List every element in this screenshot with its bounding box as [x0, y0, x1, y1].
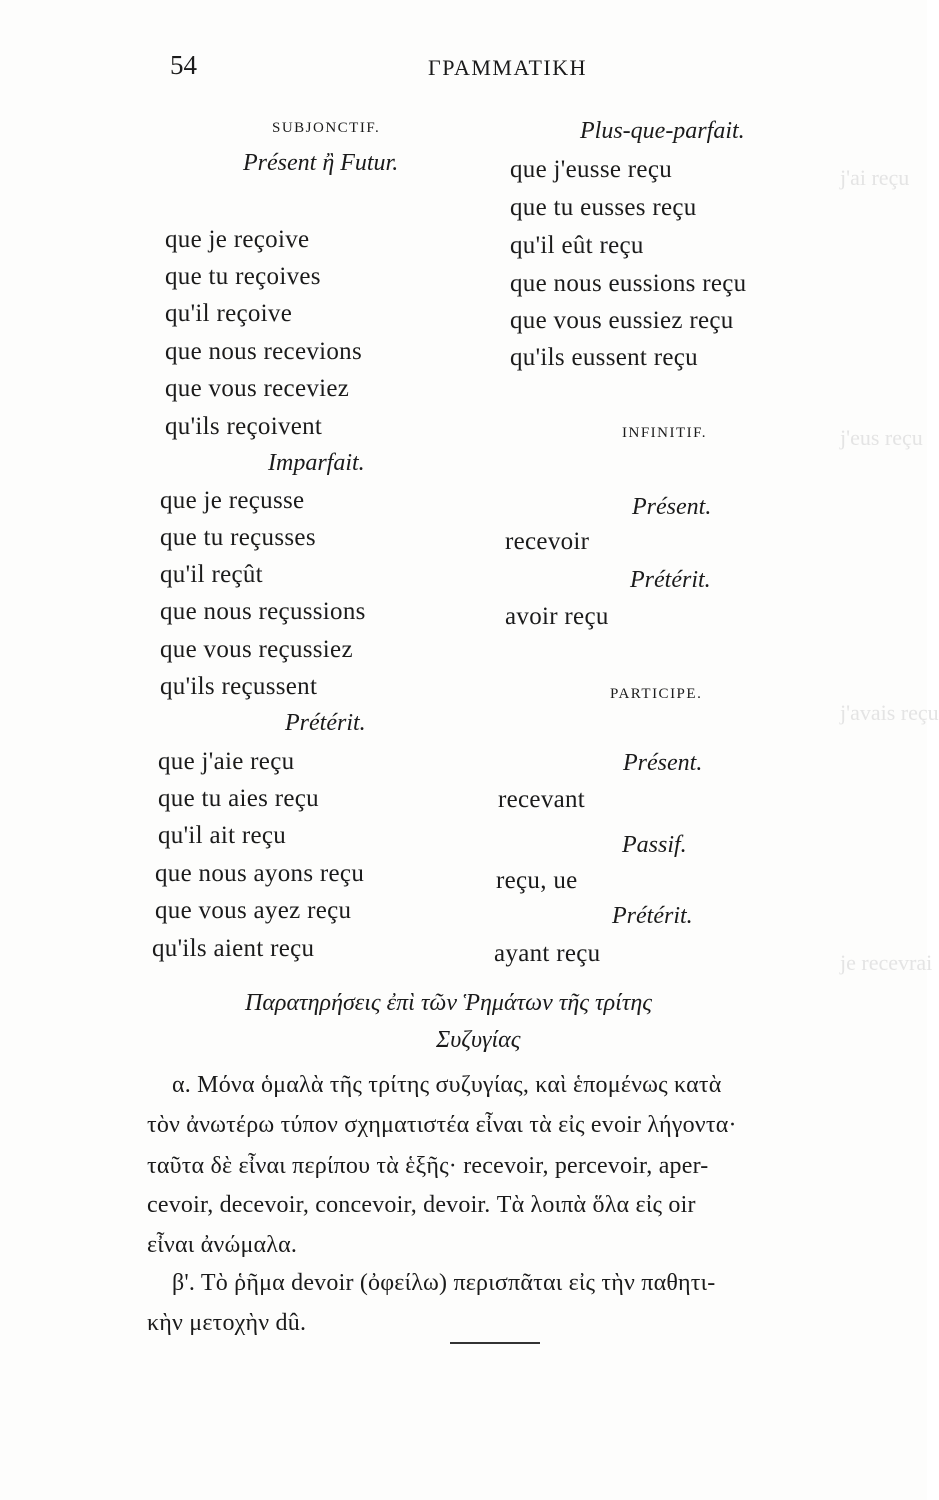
subj-present-line: que je reçoive — [165, 226, 310, 253]
participe-heading: PARTICIPE. — [610, 686, 703, 702]
closing-ornament-rule — [450, 1342, 540, 1344]
infinitif-present-heading: Présent. — [632, 494, 712, 520]
subj-preterit-line: que nous ayons reçu — [155, 860, 365, 887]
infinitif-preterit-heading: Prétérit. — [630, 567, 711, 593]
bleed-through-text: je recevrai — [840, 950, 933, 975]
subj-imparfait-line: que tu reçusses — [160, 524, 316, 551]
observation-alpha-line: τὸν ἀνωτέρω τύπον σχηματιστέα εἶναι τὰ εἰς evoir λήγοντα· — [147, 1112, 737, 1138]
subj-preterit-line: qu'il ait reçu — [158, 822, 287, 849]
present-futur-heading: Présent ἢ Futur. — [243, 150, 399, 176]
pqp-line: que vous eussiez reçu — [510, 307, 734, 334]
participe-preterit-form: ayant reçu — [494, 940, 601, 967]
participe-passif-heading: Passif. — [622, 832, 687, 858]
subj-imparfait-line: que vous reçussiez — [160, 636, 353, 663]
infinitif-present-form: recevoir — [505, 528, 590, 555]
subj-present-line: que vous receviez — [165, 375, 350, 402]
participe-passif-form: reçu, ue — [496, 867, 578, 894]
pqp-line: que j'eusse reçu — [510, 156, 673, 183]
running-title: ΓΡΑΜΜΑΤΙΚΗ — [428, 55, 587, 80]
observation-beta-line: κὴν μετοχὴν dû. — [147, 1310, 307, 1336]
participe-present-form: recevant — [498, 786, 586, 813]
infinitif-preterit-form: avoir reçu — [505, 603, 609, 630]
observations-title-line1: Παρατηρήσεις ἐπὶ τῶν Ῥημάτων τῆς τρίτης — [245, 990, 652, 1016]
participe-present-heading: Présent. — [623, 750, 703, 776]
page-number: 54 — [170, 50, 197, 80]
participe-preterit-heading: Prétérit. — [612, 903, 693, 929]
bleed-through-text: j'eus reçu — [840, 425, 923, 450]
observations-title-line2: Συζυγίας — [436, 1027, 521, 1053]
observation-alpha-line: α. Μόνα ὁμαλὰ τῆς τρίτης συζυγίας, καὶ ἑπομένως κατὰ — [172, 1072, 722, 1098]
observation-alpha-line: ταῦτα δὲ εἶναι περίπου τὰ ἑξῆς· recevoir, percevoir, aper- — [147, 1153, 709, 1179]
observation-beta-line: β'. Τὸ ῥῆμα devoir (ὀφείλω) περισπᾶται εἰς τὴν παθητι- — [172, 1270, 716, 1296]
subj-imparfait-line: que je reçusse — [160, 487, 305, 514]
subj-present-line: que tu reçoives — [165, 263, 321, 290]
bleed-through-text: j'avais reçu — [840, 700, 939, 725]
pqp-line: que nous eussions reçu — [510, 270, 747, 297]
subj-present-line: que nous recevions — [165, 338, 363, 365]
plus-que-parfait-heading: Plus-que-parfait. — [580, 118, 745, 144]
subjonctif-heading: SUBJONCTIF. — [272, 120, 381, 136]
subj-preterit-line: que tu aies reçu — [158, 785, 319, 812]
subj-present-line: qu'ils reçoivent — [165, 413, 323, 440]
bleed-through-text: j'ai reçu — [840, 165, 910, 190]
pqp-line: qu'il eût reçu — [510, 232, 644, 259]
preterit-heading: Prétérit. — [285, 710, 366, 736]
subj-present-line: qu'il reçoive — [165, 300, 293, 327]
subj-imparfait-line: qu'ils reçussent — [160, 673, 318, 700]
pqp-line: que tu eusses reçu — [510, 194, 697, 221]
pqp-line: qu'ils eussent reçu — [510, 344, 698, 371]
subj-imparfait-line: que nous reçussions — [160, 598, 366, 625]
infinitif-heading: INFINITIF. — [622, 425, 708, 441]
imparfait-heading: Imparfait. — [268, 450, 365, 476]
observation-alpha-line: εἶναι ἀνώμαλα. — [147, 1232, 298, 1258]
subj-preterit-line: que vous ayez reçu — [155, 897, 352, 924]
observation-alpha-line: cevoir, decevoir, concevoir, devoir. Τὰ λοιπὰ ὅλα εἰς oir — [147, 1192, 696, 1218]
subj-preterit-line: qu'ils aient reçu — [152, 935, 315, 962]
subj-imparfait-line: qu'il reçût — [160, 561, 263, 588]
subj-preterit-line: que j'aie reçu — [158, 748, 295, 775]
